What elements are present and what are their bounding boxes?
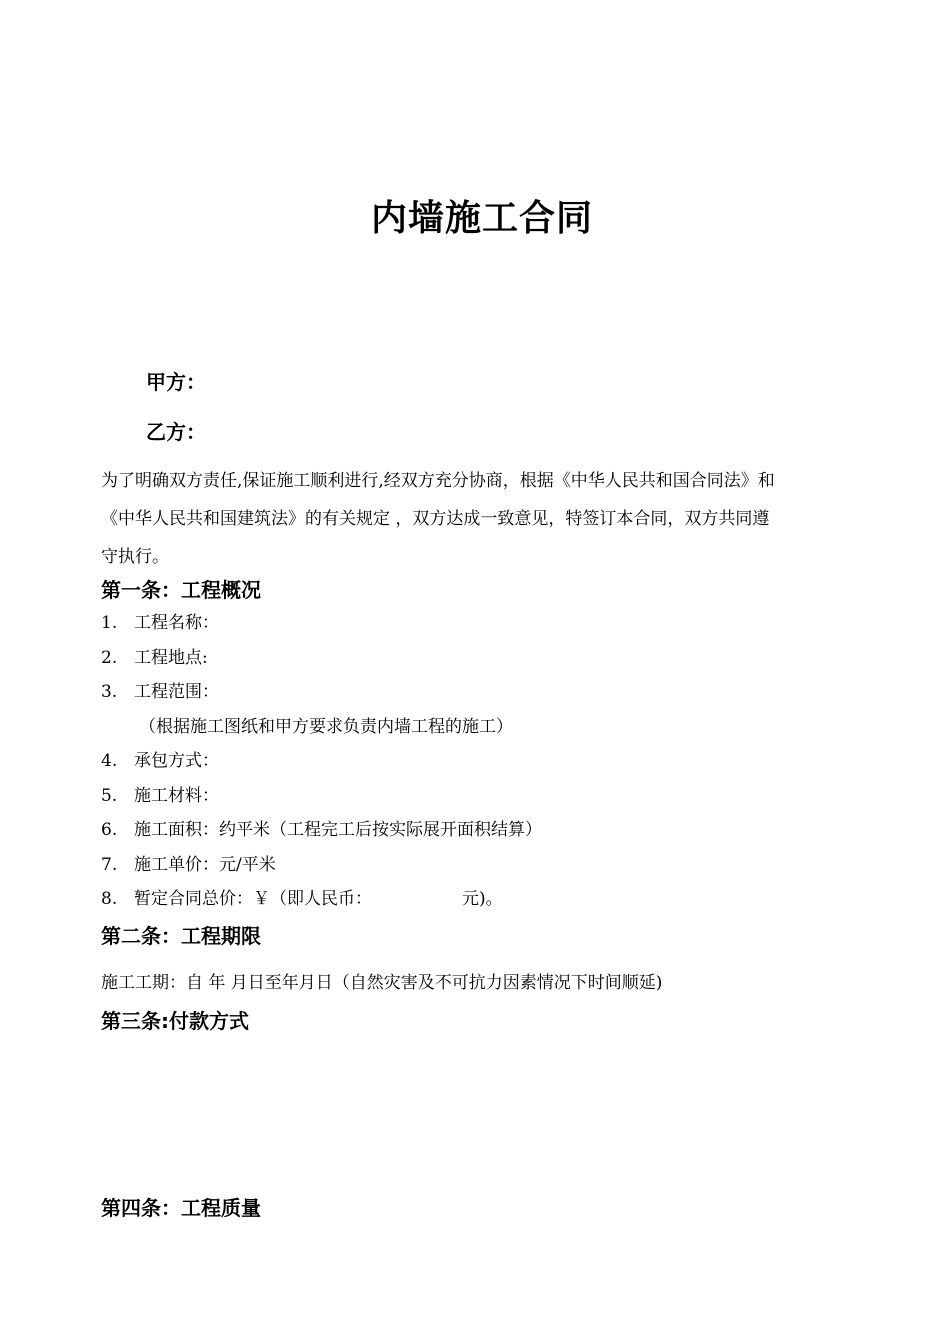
item-note: （根据施工图纸和甲方要求负责内墙工程的施工）	[139, 716, 513, 737]
intro-line: 守执行。	[101, 547, 169, 567]
section-2-heading: 第二条：工程期限	[101, 924, 261, 948]
section-4-heading: 第四条：工程质量	[101, 1196, 261, 1220]
list-item	[101, 643, 542, 678]
list-item	[101, 884, 542, 919]
list-item	[101, 781, 542, 816]
section-3-heading: 第三条:付款方式	[101, 1009, 249, 1033]
item-number: 8.	[101, 889, 118, 909]
list-item-note	[101, 712, 542, 747]
item-text: 承包方式：	[134, 751, 219, 771]
item-text: 工程地点:	[134, 647, 208, 668]
item-number: 5.	[101, 785, 118, 806]
item-suffix: 元)。	[462, 889, 503, 909]
construction-period-text: 施工工期：自 年 月日至年月日（自然灾害及不可抗力因素情况下时间顺延)	[101, 973, 663, 993]
item-number: 1.	[101, 613, 118, 633]
item-number: 2.	[101, 647, 118, 668]
item-text: 工程名称：	[134, 613, 219, 633]
list-item	[101, 677, 542, 712]
item-text: 施工材料：	[134, 785, 219, 806]
party-b-label: 乙方：	[146, 420, 206, 444]
intro-line: 《中华人民共和国建筑法》的有关规定 ，双方达成一致意见，特签订本合同，双方共同遵	[101, 509, 770, 529]
item-number: 3.	[101, 682, 118, 702]
intro-line: 为了明确双方责任,保证施工顺利进行,经双方充分协商，根据《中华人民共和国合同法》和	[101, 471, 775, 491]
list-item	[101, 815, 542, 850]
party-a-label: 甲方：	[146, 370, 206, 394]
item-text: 施工单价：元/平米	[134, 854, 276, 875]
item-text: 工程范围：	[134, 682, 219, 702]
item-number: 7.	[101, 854, 118, 875]
list-item	[101, 608, 542, 643]
project-overview-list	[101, 608, 542, 919]
item-number: 6.	[101, 820, 118, 840]
item-text: 施工面积：约平米（工程完工后按实际展开面积结算）	[134, 820, 542, 840]
document-title: 内墙施工合同	[370, 198, 593, 239]
section-1-heading: 第一条：工程概况	[101, 578, 261, 602]
list-item	[101, 850, 542, 885]
intro-paragraph	[101, 462, 865, 576]
item-number: 4.	[101, 751, 118, 771]
item-text: 暂定合同总价：￥（即人民币：	[134, 889, 372, 909]
list-item	[101, 746, 542, 781]
